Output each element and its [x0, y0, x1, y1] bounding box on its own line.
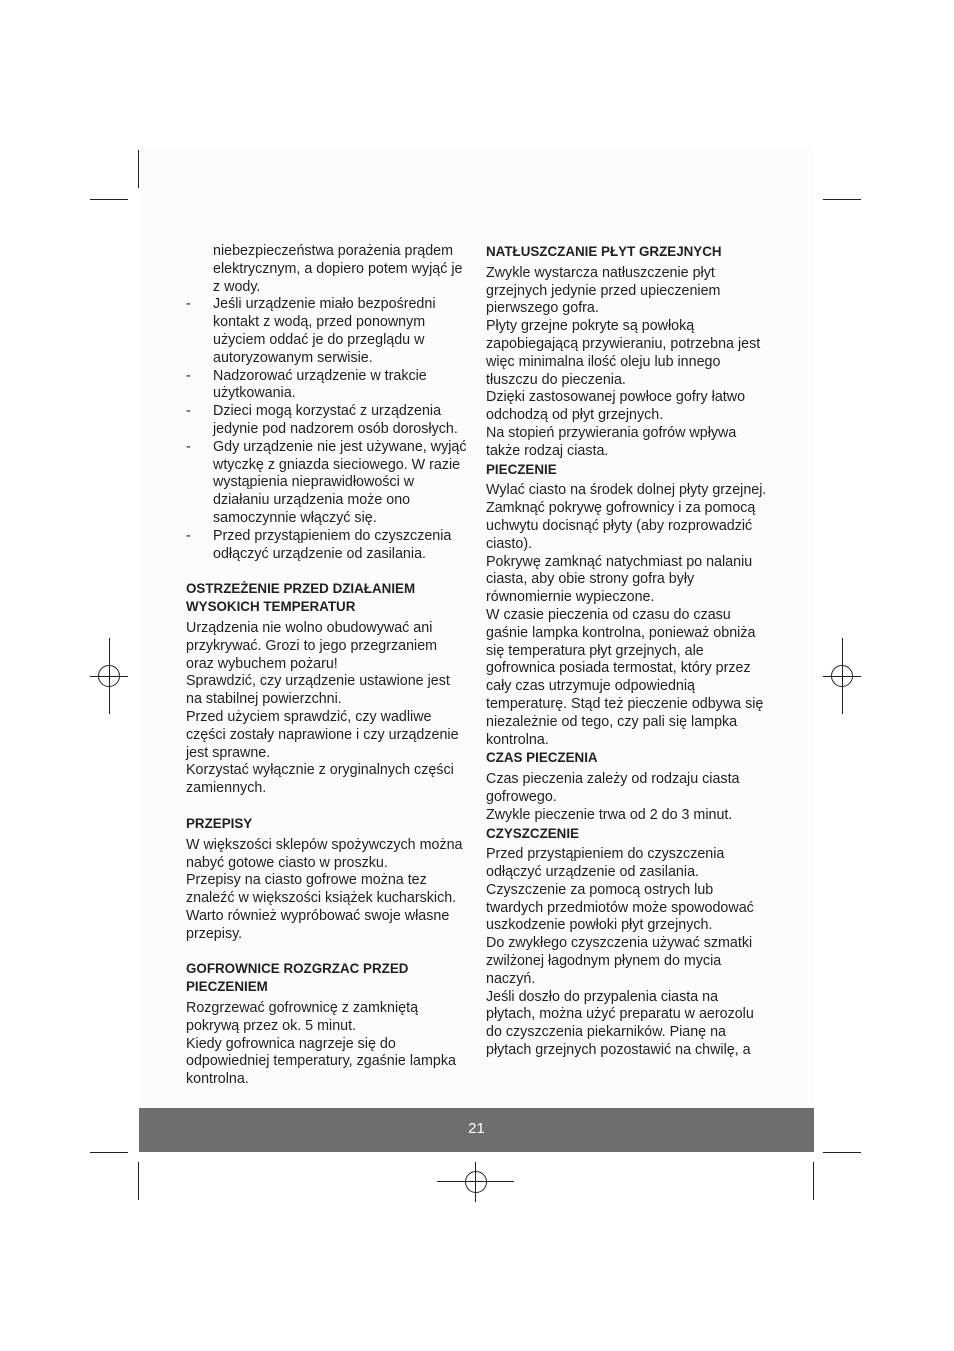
intro-paragraph [186, 243, 466, 296]
crop-mark-top-left-vertical [138, 150, 139, 188]
page-number: 21 [468, 1120, 485, 1137]
text-line: niebezpieczeństwa porażenia prądem [213, 243, 454, 259]
crop-mark-top-left-horizontal [90, 199, 128, 200]
crop-mark-bottom-right-horizontal [823, 1152, 861, 1153]
crop-mark-bottom-left-horizontal [90, 1152, 128, 1153]
text-line: Sprawdzić, czy urządzenie ustawione jest [186, 673, 450, 690]
text-line: Czas pieczenia zależy od rodzaju ciasta [486, 771, 740, 788]
section-title [186, 815, 466, 833]
text-line: ciasta, aby obie strony gofra były [486, 571, 695, 588]
section-title-line: PIECZENIEM [186, 979, 268, 995]
text-line: Wylać ciasto na środek dolnej płyty grzejnej. [486, 482, 767, 499]
text-line: przepisy. [186, 925, 243, 942]
right-sections [486, 243, 776, 1060]
text-line: Płyty grzejne pokryte są powłoką [486, 318, 695, 335]
text-line: Przed użyciem sprawdzić, czy wadliwe [186, 708, 432, 725]
section [486, 461, 776, 750]
text-line: odchodzą od płyt grzejnych. [486, 407, 664, 424]
text-line: elektrycznym, a dopiero potem wyjąć je [213, 260, 463, 277]
section-title-line: OSTRZEŻENIE PRZED DZIAŁANIEM [186, 581, 416, 597]
text-line: na stabilnej powierzchni. [186, 691, 342, 708]
bullet-dash: - [186, 527, 191, 544]
section-title-line: CZYSZCZENIE [486, 825, 579, 841]
text-line: odpowiedniej temperatury, zgaśnie lampka [186, 1053, 456, 1070]
text-line: oraz wybuchem pożaru! [186, 655, 338, 672]
text-line: grzejnych jedynie przed upieczeniem [486, 282, 721, 299]
text-line: Zwykle wystarcza natłuszczenie płyt [486, 264, 715, 281]
section-title [486, 749, 776, 767]
section-title [186, 960, 466, 996]
text-line: pokrywą przez ok. 5 minut. [186, 1017, 357, 1034]
text-line: odłączyć urządzenie od zasilania. [213, 545, 426, 562]
text-line: Jeśli doszło do przypalenia ciasta na [486, 988, 719, 1005]
section [486, 243, 776, 461]
text-line: z wody. [213, 278, 261, 295]
text-line: W czasie pieczenia od czasu do czasu [486, 606, 731, 623]
text-line: gofrownica posiada termostat, który przez [486, 660, 751, 677]
bullet-dash: - [186, 403, 191, 420]
text-line: użyciem oddać je do przeglądu w [213, 331, 425, 348]
text-line: do czyszczenia piekarników. Pianę na [486, 1024, 727, 1041]
text-line: twardych przedmiotów może spowodować [486, 899, 754, 916]
section-title [486, 825, 776, 843]
right-column [486, 243, 776, 1060]
text-line: naczyń. [486, 970, 536, 987]
text-line: niezależnie od tego, czy pali się lampka [486, 713, 738, 730]
text-line: temperaturę. Stąd też pieczenie odbywa się [486, 695, 764, 712]
text-line: działaniu urządzenia może ono [213, 492, 411, 509]
text-line: kontrolna. [486, 731, 549, 748]
text-line: się temperatura płyt grzejnych, ale [486, 642, 704, 659]
text-line: Jeśli urządzenie miało bezpośredni [213, 296, 436, 313]
bullet-item [186, 403, 466, 439]
text-line: Pokrywę zamknąć natychmiast po nalaniu [486, 553, 753, 570]
text-line: Przed przystąpieniem do czyszczenia [486, 846, 725, 863]
text-line: Rozgrzewać gofrownicę z zamkniętą [186, 1000, 419, 1017]
text-line: odłączyć urządzenie od zasilania. [486, 864, 699, 881]
text-line: przykrywać. Grozi to jego przegrzaniem [186, 637, 438, 654]
text-line: kontakt z wodą, przed ponownym [213, 314, 426, 331]
text-line: płytach grzejnych pozostawić na chwilę, a [486, 1042, 751, 1059]
text-line: Zamknąć pokrywę gofrownicy i za pomocą [486, 500, 756, 517]
text-line: jest sprawne. [186, 744, 271, 761]
text-line: Dzieci mogą korzystać z urządzenia [213, 403, 442, 420]
text-line: uszkodzenie powłoki płyt grzejnych. [486, 917, 713, 934]
section-title [486, 243, 776, 261]
text-line: Nadzorować urządzenie w trakcie [213, 367, 427, 384]
section-title [486, 461, 776, 479]
text-line: nabyć gotowe ciasto w proszku. [186, 854, 388, 871]
text-line: kontrolna. [186, 1071, 249, 1088]
text-line: wystąpienia nieprawidłowości w [213, 474, 415, 491]
left-sections [186, 580, 466, 1089]
text-line: części zostały naprawione i czy urządzenie [186, 726, 459, 743]
crop-mark-bottom-right-vertical [813, 1162, 814, 1200]
section [486, 749, 776, 824]
text-line: uchwytu docisnąć płyty (aby rozprowadzić [486, 517, 753, 534]
text-line: Gdy urządzenie nie jest używane, wyjąć [213, 438, 467, 455]
text-line: równomiernie wypieczone. [486, 589, 655, 606]
bullet-dash: - [186, 296, 191, 313]
bullet-item [186, 368, 466, 404]
text-line: tłuszczu do pieczenia. [486, 371, 626, 388]
text-line: ciasto). [486, 535, 533, 552]
text-line: Przepisy na ciasto gofrowe można tez [186, 872, 427, 889]
bullet-item [186, 439, 466, 528]
text-line: gofrowego. [486, 788, 557, 805]
section [186, 960, 466, 1089]
text-line: Przed przystąpieniem do czyszczenia [213, 527, 452, 544]
section-title-line: PRZEPISY [186, 815, 253, 831]
text-line: więc minimalna ilość oleju lub innego [486, 353, 721, 370]
text-line: autoryzowanym serwisie. [213, 349, 373, 366]
text-line: Korzystać wyłącznie z oryginalnych części [186, 762, 454, 779]
text-line: zapobiegającą przywieraniu, potrzebna jest [486, 335, 761, 352]
text-line: zamiennych. [186, 780, 267, 797]
section [486, 825, 776, 1060]
text-line: Warto również wypróbować swoje własne [186, 907, 450, 924]
text-line: Kiedy gofrownica nagrzeje się do [186, 1035, 396, 1052]
text-line: cały czas utrzymuje odpowiednią [486, 678, 695, 695]
text-line: Na stopień przywierania gofrów wpływa [486, 424, 737, 441]
text-line: znaleźć w większości książek kucharskich. [186, 890, 457, 907]
section-title-line: PIECZENIE [486, 461, 557, 477]
text-line: Dzięki zastosowanej powłoce gofry łatwo [486, 389, 746, 406]
section-title [186, 580, 466, 616]
crop-mark-top-right-horizontal [823, 199, 861, 200]
text-line: pierwszego gofra. [486, 300, 599, 317]
section [186, 580, 466, 798]
crop-mark-bottom-left-vertical [138, 1162, 139, 1200]
text-line: W większości sklepów spożywczych można [186, 836, 463, 853]
section-title-line: NATŁUSZCZANIE PŁYT GRZEJNYCH [486, 244, 722, 259]
text-line: samoczynnie włączyć się. [213, 509, 377, 526]
text-line: także rodzaj ciasta. [486, 442, 609, 459]
text-line: Czyszczenie za pomocą ostrych lub [486, 881, 714, 898]
text-line: jedynie pod nadzorem osób dorosłych. [213, 420, 458, 437]
text-line: zwilżonej łagodnym płynem do mycia [486, 953, 722, 970]
section [186, 815, 466, 944]
text-line: Urządzenia nie wolno obudowywać ani [186, 619, 433, 636]
text-line: wtyczkę z gniazda sieciowego. W razie [213, 456, 461, 473]
bullet-dash: - [186, 367, 191, 384]
section-title-line: GOFROWNICE ROZGRZAC PRZED [186, 961, 409, 977]
bullet-item [186, 528, 466, 564]
footer-bar [139, 1108, 814, 1152]
bullet-dash: - [186, 438, 191, 455]
text-line: użytkowania. [213, 385, 296, 402]
bullet-item [186, 296, 466, 367]
text-line: Do zwykłego czyszczenia używać szmatki [486, 935, 753, 952]
text-line: gaśnie lampka kontrolna, ponieważ obniża [486, 624, 756, 641]
text-line: Zwykle pieczenie trwa od 2 do 3 minut. [486, 806, 733, 823]
section-title-line: CZAS PIECZENIA [486, 750, 598, 766]
text-line: płytach, można użyć preparatu w aerozolu [486, 1006, 754, 1023]
section-title-line: WYSOKICH TEMPERATUR [186, 599, 356, 615]
left-column [186, 243, 466, 1089]
bullet-list [186, 296, 466, 563]
